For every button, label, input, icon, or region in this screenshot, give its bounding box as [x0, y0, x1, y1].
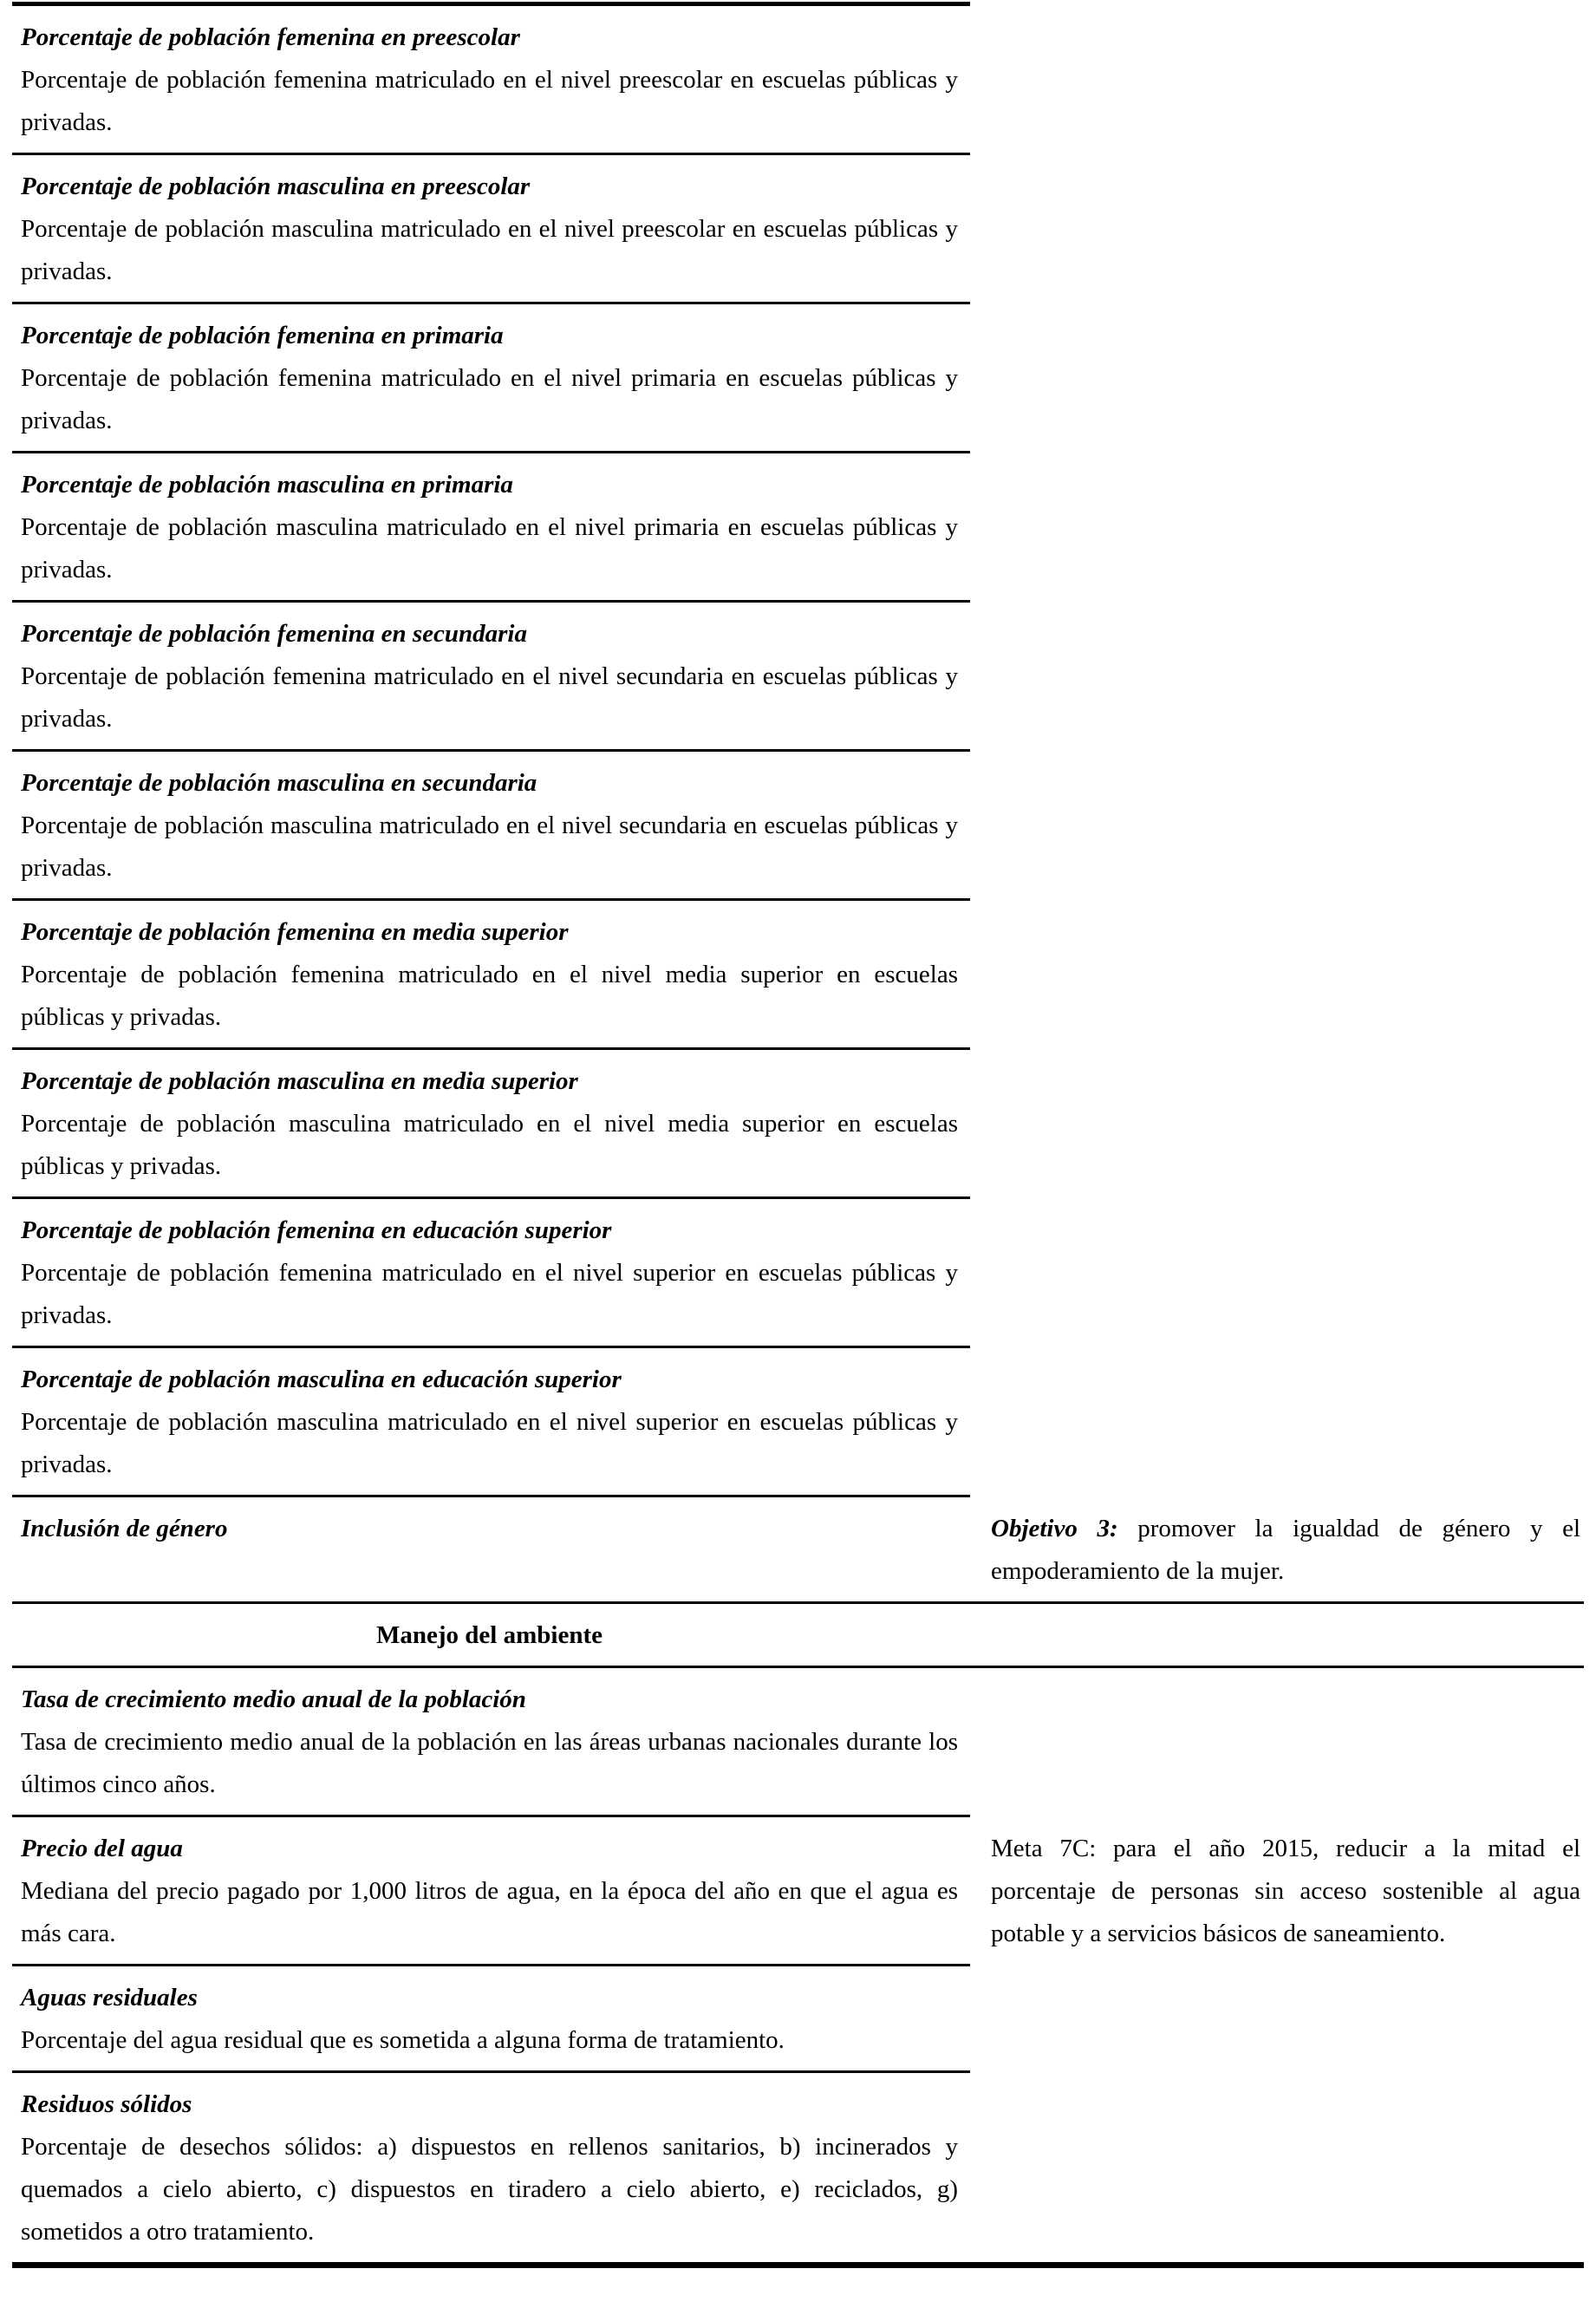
goal-cell-empty [970, 1668, 1584, 1817]
table-row [12, 453, 1584, 603]
indicator-cell [12, 1817, 970, 1966]
goal-cell-empty [970, 603, 1584, 752]
indicator-description: Mediana del precio pagado por 1,000 litros de agua, en la época del año en que el agua es más cara. [21, 1877, 958, 1947]
table-row [12, 901, 1584, 1050]
goal-cell-empty [970, 155, 1584, 304]
indicator-description: Porcentaje de población femenina matriculado en el nivel media superior en escuelas públicas y privadas. [21, 961, 958, 1031]
goal-note [991, 1508, 1580, 1593]
indicator-cell [12, 752, 970, 901]
indicator-description: Porcentaje de población femenina matriculado en el nivel primaria en escuelas públicas y privadas. [21, 364, 958, 434]
indicator-cell [12, 2, 970, 155]
indicator-cell [12, 1348, 970, 1497]
indicator-description: Porcentaje de desechos sólidos: a) dispuestos en rellenos sanitarios, b) incinerados y quemados a cielo abierto, c) dispuestos en tiradero a cielo abierto, e) reciclados, g) sometidos a otro tratamiento. [21, 2133, 958, 2246]
indicator-description: Porcentaje de población femenina matriculado en el nivel preescolar en escuelas públicas y privadas. [21, 66, 958, 136]
indicator-description: Porcentaje de población masculina matriculado en el nivel primaria en escuelas públicas y privadas. [21, 513, 958, 584]
indicator-title: Porcentaje de población masculina en primaria [21, 471, 513, 499]
indicator-cell [12, 304, 970, 453]
indicator-description: Porcentaje de población femenina matriculado en el nivel secundaria en escuelas públicas y privadas. [21, 662, 958, 733]
table-row-section-header [12, 1604, 1584, 1668]
goal-cell-empty [970, 1604, 1584, 1666]
goal-cell-empty [970, 304, 1584, 453]
indicator-description: Porcentaje de población masculina matriculado en el nivel preescolar en escuelas públicas y privadas. [21, 215, 958, 285]
section-header: Manejo del ambiente [376, 1621, 603, 1649]
indicator-description: Porcentaje de población masculina matriculado en el nivel media superior en escuelas públicas y privadas. [21, 1110, 958, 1180]
goal-label: Objetivo 3: [991, 1515, 1118, 1542]
indicator-cell [12, 453, 970, 603]
section-header-cell [12, 1604, 970, 1666]
indicator-title: Tasa de crecimiento medio anual de la población [21, 1685, 526, 1713]
indicator-description: Tasa de crecimiento medio anual de la población en las áreas urbanas nacionales durante los últimos cinco años. [21, 1728, 958, 1798]
goal-cell [970, 1817, 1584, 1966]
indicator-cell [12, 1199, 970, 1348]
indicator-cell [12, 1497, 970, 1601]
indicator-description: Porcentaje de población masculina matriculado en el nivel secundaria en escuelas públicas y privadas. [21, 812, 958, 882]
table-row [12, 2073, 1584, 2268]
indicator-title: Porcentaje de población femenina en preescolar [21, 23, 520, 51]
goal-text: promover la igualdad de género y el empoderamiento de la mujer. [991, 1515, 1580, 1585]
goal-note: Meta 7C: para el año 2015, reducir a la mitad el porcentaje de personas sin acceso sostenible al agua potable y a servicios básicos de saneamiento. [991, 1835, 1580, 1947]
table-row [12, 603, 1584, 752]
indicator-cell [12, 1050, 970, 1199]
indicator-title: Precio del agua [21, 1835, 183, 1862]
indicator-title: Inclusión de género [21, 1515, 228, 1542]
indicator-cell [12, 603, 970, 752]
indicator-cell [12, 1966, 970, 2073]
table-row [12, 752, 1584, 901]
indicator-cell [12, 2073, 970, 2262]
table-row [12, 1050, 1584, 1199]
table-row [12, 2, 1584, 155]
goal-cell-empty [970, 1199, 1584, 1348]
table-row [12, 155, 1584, 304]
goal-cell [970, 1497, 1584, 1601]
indicator-title: Porcentaje de población femenina en primaria [21, 322, 504, 349]
goal-cell-empty [970, 453, 1584, 603]
indicator-cell [12, 1668, 970, 1817]
table-row [12, 1817, 1584, 1966]
goal-cell-empty [970, 2073, 1584, 2262]
indicator-title: Porcentaje de población femenina en secundaria [21, 620, 527, 648]
goal-cell-empty [970, 752, 1584, 901]
table-row-inclusion [12, 1497, 1584, 1604]
indicator-title: Aguas residuales [21, 1984, 198, 2011]
table-row [12, 1966, 1584, 2073]
indicator-description: Porcentaje de población femenina matriculado en el nivel superior en escuelas públicas y privadas. [21, 1259, 958, 1329]
table-row [12, 1668, 1584, 1817]
goal-cell-empty [970, 1050, 1584, 1199]
table-row [12, 1348, 1584, 1497]
indicator-cell [12, 155, 970, 304]
indicator-description: Porcentaje de población masculina matriculado en el nivel superior en escuelas públicas y privadas. [21, 1408, 958, 1478]
table-row [12, 304, 1584, 453]
indicator-title: Porcentaje de población masculina en preescolar [21, 173, 531, 200]
indicator-title: Porcentaje de población femenina en educación superior [21, 1216, 612, 1244]
table-row [12, 1199, 1584, 1348]
goal-cell-empty [970, 1966, 1584, 2073]
indicator-cell [12, 901, 970, 1050]
goal-cell-empty [970, 901, 1584, 1050]
indicator-title: Porcentaje de población femenina en media superior [21, 918, 569, 946]
indicator-title: Porcentaje de población masculina en media superior [21, 1067, 578, 1095]
goal-cell-empty [970, 2, 1584, 155]
goal-cell-empty [970, 1348, 1584, 1497]
indicator-title: Residuos sólidos [21, 2090, 192, 2118]
indicator-description: Porcentaje del agua residual que es sometida a alguna forma de tratamiento. [21, 2026, 785, 2054]
indicator-title: Porcentaje de población masculina en educación superior [21, 1366, 622, 1393]
indicator-title: Porcentaje de población masculina en secundaria [21, 769, 537, 797]
